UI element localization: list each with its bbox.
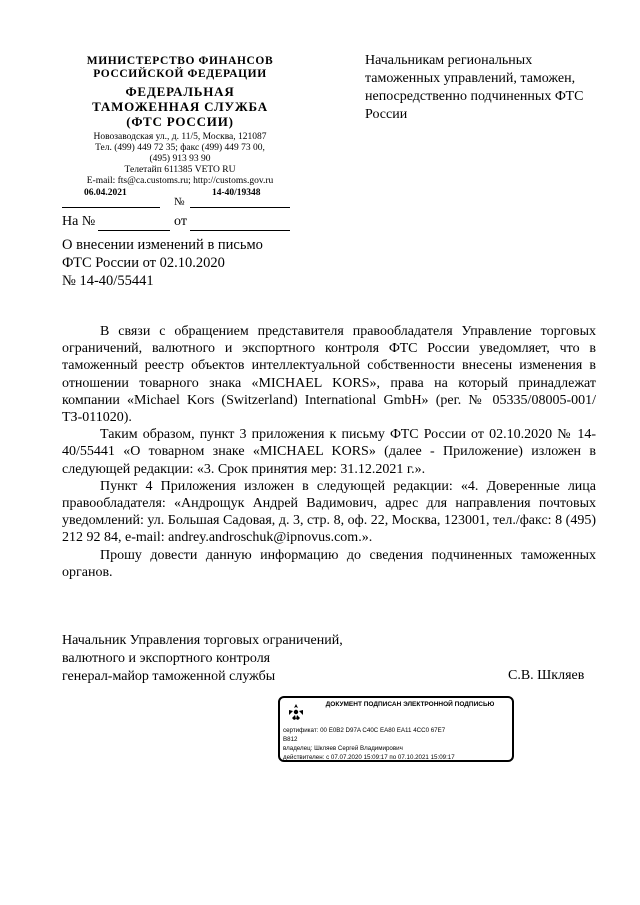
signatory-line1: Начальник Управления торговых ограничений, [62,633,343,648]
contact-block [60,132,300,187]
body-paragraph-2: Таким образом, пункт 3 приложения к письму ФТС России от 02.10.2020 № 14-40/55441 «О товарном знаке «MICHAEL KORS» (далее - Приложение) изложен в следующей редакции: «3. Срок принятия мер: 31.12.2021 г.». [62,427,596,477]
email: E-mail: fts@ca.customs.ru; http://customs.gov.ru [86,176,274,186]
reference-date-underline [190,230,290,231]
body-paragraph-4: Прошу довести данную информацию до сведения подчиненных таможенных органов. [62,547,596,580]
subject-line1: О внесении изменений в письмо [62,237,263,253]
stamp-title: ДОКУМЕНТ ПОДПИСАН ЭЛЕКТРОННОЙ ПОДПИСЬЮ [325,701,495,708]
certificate-line: сертификат: 00 E0B2 D97A C40C EA80 EA11 4CC0 67E7 [283,727,446,734]
certificate-line-2: B812 [283,736,298,743]
e-signature-stamp [278,696,514,762]
phone-2: (495) 913 93 90 [149,154,211,164]
signatory-line2: валютного и экспортного контроля [62,651,271,666]
certificate-owner: владелец: Шкляев Сергей Владимирович [283,745,403,752]
signatory-name: С.В. Шкляев [508,668,585,683]
address: Новозаводская ул., д. 11/5, Москва, 121087 [93,132,267,142]
reference-date-label: от [174,214,187,229]
certificate-validity: действителен: с 07.07.2020 15:09:17 по 07.10.2021 15:09:17 [283,754,455,761]
phone: Тел. (499) 449 72 35; факс (499) 449 73 00, [95,143,265,153]
stamp-details [283,726,511,762]
teletype: Телетайп 611385 VETO RU [124,165,236,175]
outgoing-number: 14-40/19348 [212,188,261,198]
service-name-line3: (ФТС РОССИИ) [126,114,234,129]
subject-line3: № 14-40/55441 [62,273,154,289]
service-name-line1: ФЕДЕРАЛЬНАЯ [125,84,235,99]
subject [62,236,322,290]
service-name [60,84,300,129]
subject-line2: ФТС России от 02.10.2020 [62,255,225,271]
signatory-line3: генерал-майор таможенной службы [62,669,276,684]
number-sign: № [174,196,185,208]
addressee: Начальникам региональных таможенных управлений, таможен, непосредственно подчиненных ФТС России [365,53,584,122]
body-paragraph-3: Пункт 4 Приложения изложен в следующей редакции: «4. Доверенные лица правообладателя: «Андрощук Андрей Вадимович, адрес для направления почтовых уведомлений: ул. Большая Садовая, д. 3, стр. 8, оф. 22, Москва, 123001, тел./факс: 8 (495) 212 92 84, e-mail: andrey.androschuk@ipnovus.com.». [62,478,596,546]
body-paragraph-1: В связи с обращением представителя правообладателя Управление торговых ограничений, валютного и экспортного контроля ФТС России уведомляет, что в таможенный реестр объектов интеллектуальной собственности внесены изменения в отношении товарного знака «MICHAEL KORS», права на который принадлежат компании «Michael Kors (Switzerland) International GmbH» (рег. № 05335/08005-001/ТЗ-011020). [62,324,596,426]
number-underline [190,207,290,208]
ministry-name: МИНИСТЕРСТВО ФИНАНСОВ РОССИЙСКОЙ ФЕДЕРАЦИИ [86,55,274,80]
date-underline [62,207,160,208]
outgoing-date: 06.04.2021 [84,188,127,198]
service-name-line2: ТАМОЖЕННАЯ СЛУЖБА [92,99,268,114]
reference-number-label: На № [62,214,96,229]
reference-row [62,214,187,230]
reference-number-underline [98,230,170,231]
emblem-icon [286,702,306,722]
letter-body [62,323,596,581]
